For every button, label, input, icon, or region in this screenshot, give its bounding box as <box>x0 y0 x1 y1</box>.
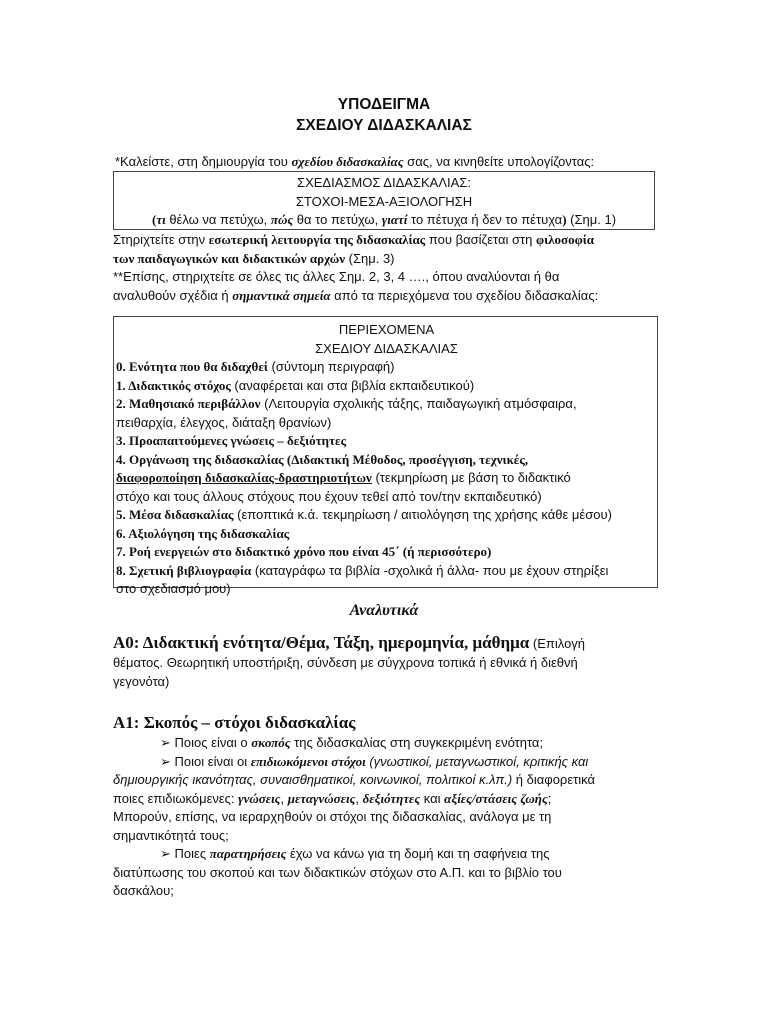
contents-item-7: 7. Ροή ενεργειών στο διδακτικό χρόνο που είναι 45΄ (ή περισσότερο) <box>116 544 492 559</box>
contents-item-6: 6. Αξιολόγηση της διδασκαλίας <box>116 525 290 541</box>
contents-heading-2: ΣΧΕΔΙΟΥ ΔΙΔΑΣΚΑΛΙΑΣ <box>315 340 458 356</box>
section-a1-body: ➢ Ποιος είναι ο σκοπός της διδασκαλίας στη συγκεκριμένη ενότητα; ➢ Ποιοι είναι οι επιδιωκόμενοι στόχοι (γνωστικοί, μεταγνωστικοί, κριτικής και δημιουργικής ικανότητας, συναισθηματικοί, κοινωνικοί, πολιτικοί κ.λπ.) ή διαφορετικά ποιες επιδιωκόμενες: γνώσεις, μεταγνώσεις, δεξιότητες και αξίες/στάσεις ζωής; Μπορούν, επίσης, να ιεραρχηθούν οι στόχοι της διδασκαλίας, ανάλογα με τη σημαντικότητά τους; ➢ Ποιες παρατηρήσεις έχω να κάνω για τη δομή και τη σαφήνεια της διατύπωσης του σκοπού και των διδακτικών στόχων στο Α.Π. και το βιβλίο του δασκάλου; <box>113 734 658 901</box>
contents-item-4: 4. Οργάνωση της διδασκαλίας (Διδακτική Μέθοδος, προσέγγιση, τεχνικές, <box>116 451 529 467</box>
contents-item-3: 3. Προαπαιτούμενες γνώσεις – δεξιότητες <box>116 433 347 448</box>
intro-line: *Καλείστε, στη δημιουργία του σχεδίου διδασκαλίας σας, να κινηθείτε υπολογίζοντας: <box>115 154 595 169</box>
title-line-1: ΥΠΟΔΕΙΓΜΑ <box>337 96 431 113</box>
contents-item-1: 1. Διδακτικός στόχος (αναφέρεται και στα βιβλία εκπαιδευτικού) <box>116 377 475 393</box>
arrow-bullet-icon: ➢ <box>160 846 171 861</box>
planning-box-line-1: ΣΧΕΔΙΑΣΜΟΣ ΔΙΔΑΣΚΑΛΙΑΣ: <box>297 175 471 190</box>
arrow-bullet-icon: ➢ <box>160 735 171 750</box>
a1-bullet-2: ➢ Ποιοι είναι οι επιδιωκόμενοι στόχοι (γνωστικοί, μεταγνωστικοί, κριτικής και <box>160 753 589 769</box>
section-a0: Α0: Διδακτική ενότητα/Θέμα, Τάξη, ημερομηνία, μάθημα (Επιλογή θέματος. Θεωρητική υποστήριξη, σύνδεση με σύγχρονα τοπικά ή εθνικά ή διεθνή γεγονότα) <box>113 633 586 689</box>
page-title <box>0 94 768 136</box>
analytika-heading: Αναλυτικά <box>349 602 419 619</box>
contents-item-8: 8. Σχετική βιβλιογραφία (καταγράφω τα βιβλία -σχολικά ή άλλα- που με έχουν στηρίξει <box>116 562 609 578</box>
planning-box-line-3: (τι θέλω να πετύχω, πώς θα το πετύχω, γιατί το πέτυχα ή δεν το πέτυχα) (Σημ. 1) <box>151 212 617 227</box>
contents-box: ΠΕΡΙΕΧΟΜΕΝΑ ΣΧΕΔΙΟΥ ΔΙΔΑΣΚΑΛΙΑΣ 0. Ενότητα που θα διδαχθεί (σύντομη περιγραφή) 1. Διδακτικός στόχος (αναφέρεται και στα βιβλία εκπαιδευτικού) 2. Μαθησιακό περιβάλλον (Λειτουργία σχολικής τάξης, παιδαγωγική ατμόσφαιρα, πειθαρχία, έλεγχος, διάταξη θρανίων) 3. Προαπαιτούμενες γνώσεις – δεξιότητες 4. Οργάνωση της διδασκαλίας (Διδακτική Μέθοδος, προσέγγιση, τεχνικές, διαφοροποίηση διδασκαλίας-δραστηριοτήτων (τεκμηρίωση με βάση το διδακτικό στόχο και τους άλλους στόχους που έχουν τεθεί από τον/την εκπαιδευτικό) 5. Μέσα διδασκαλίας (εποπτικά κ.ά. τεκμηρίωση / αιτιολόγηση της χρήσης κάθε μέσου) 6. Αξιολόγηση της διδασκαλίας 7. Ροή ενεργειών στο διδακτικό χρόνο που είναι 45΄ (ή περισσότερο) 8. Σχετική βιβλιογραφία (καταγράφω τα βιβλία -σχολικά ή άλλα- που με έχουν στηρίξει στο σχεδιασμό μου) <box>113 316 658 588</box>
contents-heading-1: ΠΕΡΙΕΧΟΜΕΝΑ <box>338 322 435 337</box>
arrow-bullet-icon: ➢ <box>160 753 171 769</box>
a1-bullet-1: ➢ Ποιος είναι ο σκοπός της διδασκαλίας στη συγκεκριμένη ενότητα; <box>160 735 544 750</box>
contents-item-0: 0. Ενότητα που θα διδαχθεί (σύντομη περιγραφή) <box>116 359 395 374</box>
contents-item-2: 2. Μαθησιακό περιβάλλον (Λειτουργία σχολικής τάξης, παιδαγωγική ατμόσφαιρα, <box>116 396 577 411</box>
a1-bullet-3: ➢ Ποιες παρατηρήσεις έχω να κάνω για τη δομή και τη σαφήνεια της <box>160 846 550 861</box>
support-paragraph: Στηριχτείτε στην εσωτερική λειτουργία της διδασκαλίας που βασίζεται στη φιλοσοφία των παιδαγωγικών και διδακτικών αρχών (Σημ. 3) **Επίσης, στηριχτείτε σε όλες τις άλλες Σημ. 2, 3, 4 …., όπου αναλύονται ή θα αναλυθούν σχέδια ή σημαντικά σημεία από τα περιεχόμενα του σχεδίου διδασκαλίας: <box>113 232 599 303</box>
section-a1-heading: Α1: Σκοπός – στόχοι διδασκαλίας <box>113 713 356 732</box>
planning-box <box>113 171 655 230</box>
title-line-2: ΣΧΕΔΙΟΥ ΔΙΔΑΣΚΑΛΙΑΣ <box>296 117 472 134</box>
planning-box-line-2: ΣΤΟΧΟΙ-ΜΕΣΑ-ΑΞΙΟΛΟΓΗΣΗ <box>295 193 473 209</box>
contents-item-5: 5. Μέσα διδασκαλίας (εποπτικά κ.ά. τεκμηρίωση / αιτιολόγηση της χρήσης κάθε μέσου) <box>116 507 612 522</box>
